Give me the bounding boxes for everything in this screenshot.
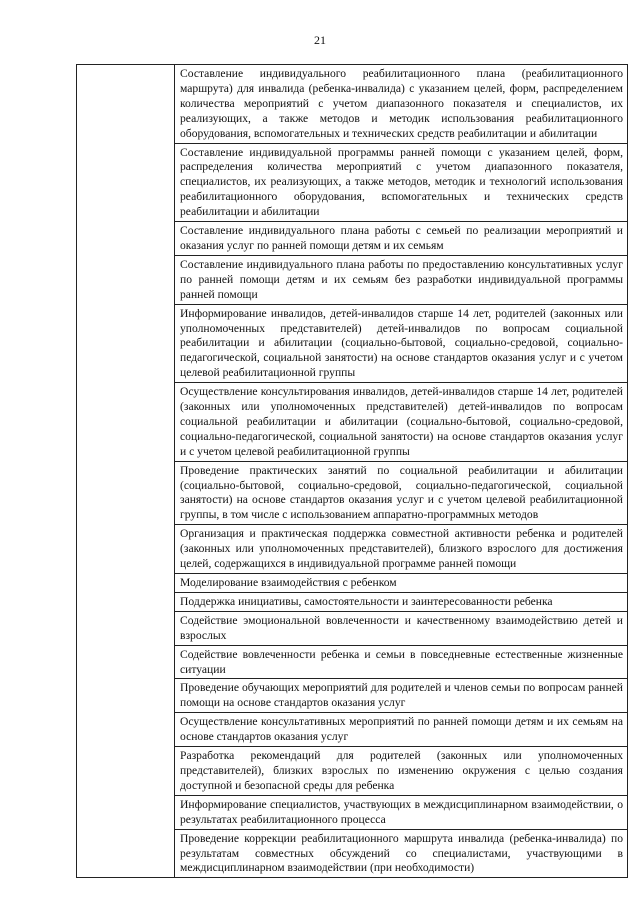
service-cell	[175, 795, 628, 829]
service-text: Проведение коррекции реабилитационного маршрута инвалида (ребенка-инвалида) по результатам совместных обсуждений со специалистами, участвующими в междисциплинарном взаимодействии (при необходимости)	[180, 831, 623, 875]
left-column-cell	[77, 65, 175, 878]
services-table-body	[77, 65, 628, 878]
service-cell	[175, 645, 628, 679]
service-text: Проведение практических занятий по социальной реабилитации и абилитации (социально-бытовой, социально-средовой, социально-педагогической, социальной занятости) на основе стандартов оказания услуг и с учетом целевой реабилитационной группы, в том числе с использованием аппаратно-программных методов	[180, 463, 623, 522]
service-cell	[175, 461, 628, 525]
service-cell	[175, 525, 628, 574]
service-text: Осуществление консультативных мероприятий по ранней помощи детям и их семьям на основе стандартов оказания услуг	[180, 715, 623, 744]
service-cell	[175, 679, 628, 713]
page-number: 21	[314, 33, 326, 47]
service-text: Разработка рекомендаций для родителей (законных или уполномоченных представителей), близких взрослых по изменению окружения с целью создания доступной и безопасной среды для ребенка	[180, 749, 623, 792]
service-text: Составление индивидуального плана работы по предоставлению консультативных услуг по ранней помощи детям и их семьям без разработки индивидуальной программы ранней помощи	[180, 257, 623, 301]
service-text: Составление индивидуальной программы ранней помощи с указанием целей, форм, распределения количества мероприятий с учетом диапазонного показателя, специалистов, их реализующих, а также методов, методик и технологий использования реабилитационного оборудования, вспомогательных и технических средств реабилитации и абилитации	[180, 145, 623, 219]
services-table	[76, 64, 628, 878]
service-cell	[175, 611, 628, 645]
service-cell	[175, 143, 628, 222]
service-text: Осуществление консультирования инвалидов, детей-инвалидов старше 14 лет, родителей (законных или уполномоченных представителей) детей-инвалидов по вопросам социальной реабилитации и абилитации (социально-бытовой, социально-средовой, социально-педагогической, социальной занятости) на основе стандартов оказания услуг и с учетом целевой реабилитационной группы	[180, 385, 623, 458]
service-cell	[175, 713, 628, 747]
service-cell	[175, 383, 628, 462]
table-row	[77, 65, 628, 144]
service-text: Организация и практическая поддержка совместной активности ребенка и родителей (законных или уполномоченных представителей), близкого взрослого для достижения целей, содержащихся в индивидуальной программе ранней помощи	[180, 527, 623, 571]
service-text: Информирование инвалидов, детей-инвалидов старше 14 лет, родителей (законных или уполномоченных представителей) детей-инвалидов по вопросам социальной реабилитации и абилитации (социально-бытовой, социально-средовой, социально-педагогической, социальной занятости) на основе стандартов оказания услуг и с учетом целевой реабилитационной группы	[180, 306, 623, 380]
service-text: Составление индивидуального реабилитационного плана (реабилитационного маршрута) для инвалида (ребенка-инвалида) с указанием целей, форм, распределением количества мероприятий с учетом диапазонного показателя и специалистов, их реализующих, а также методов и методик использования реабилитационного оборудования, вспомогательных и технических средств реабилитации и абилитации	[180, 67, 623, 140]
service-text: Составление индивидуального плана работы с семьей по реализации мероприятий и оказания услуг по ранней помощи детям и их семьям	[180, 224, 623, 252]
service-cell	[175, 574, 628, 593]
service-text: Содействие вовлеченности ребенка и семьи в повседневные естественные жизненные ситуации	[180, 647, 623, 676]
service-cell	[175, 304, 628, 383]
service-cell	[175, 592, 628, 611]
service-text: Информирование специалистов, участвующих в междисциплинарном взаимодействии, о результатах реабилитационного процесса	[180, 797, 623, 826]
service-text: Поддержка инициативы, самостоятельности и заинтересованности ребенка	[180, 594, 553, 608]
service-cell	[175, 255, 628, 304]
service-cell	[175, 222, 628, 256]
service-text: Моделирование взаимодействия с ребенком	[180, 576, 397, 589]
service-text: Содействие эмоциональной вовлеченности и качественному взаимодействию детей и взрослых	[180, 613, 623, 642]
service-cell	[175, 65, 628, 144]
service-cell	[175, 829, 628, 878]
service-text: Проведение обучающих мероприятий для родителей и членов семьи по вопросам ранней помощи на основе стандартов оказания услуг	[180, 681, 623, 710]
service-cell	[175, 747, 628, 796]
